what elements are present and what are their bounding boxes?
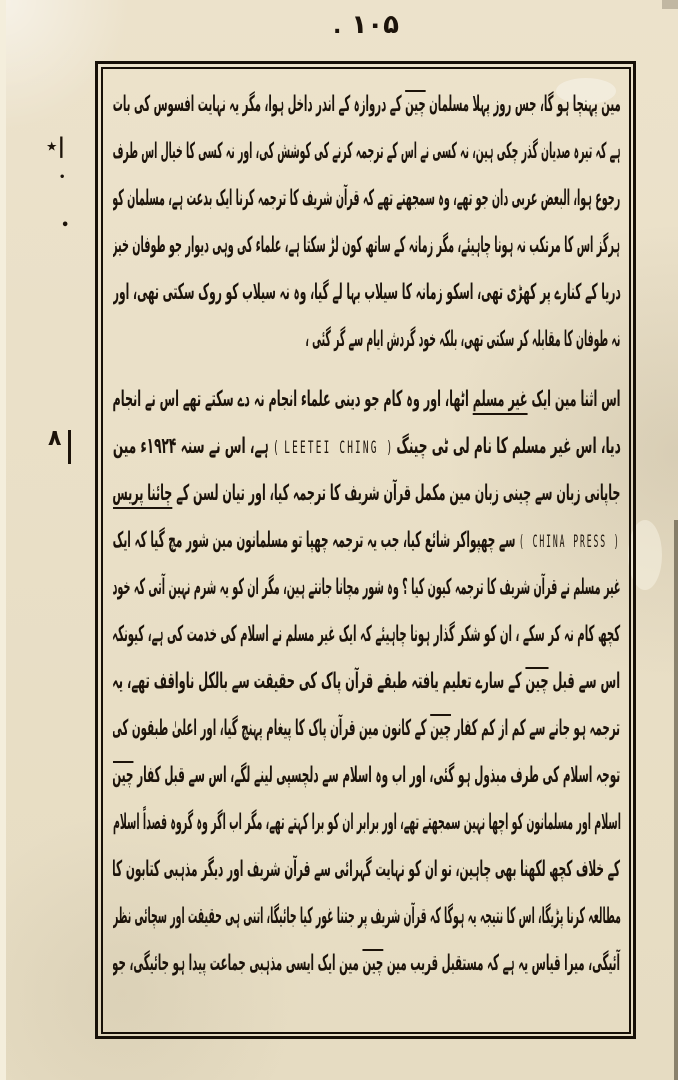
margin-dot: • — [61, 218, 70, 233]
text-segment: اس اثنا مین ایک — [527, 386, 621, 412]
text-segment: چین — [112, 762, 134, 788]
text-segment: چین — [362, 950, 384, 976]
text-segment: کے خلاف کچھ لکھنا بھی چاہین، تو ان کو نہایت گہرائی سے قرآن شریف اور دیگر مذہبی کتابون کا — [112, 856, 621, 882]
text-segment: ہے کہ تیرہ صدیان گذر چکی ہین، نہ کسی نے اس کے ترجمہ کرنے کی کوشش کی، اور نہ کسی کا خیال اس طرف — [112, 138, 621, 164]
text-segment: دیا، اس غیر مسلم کا نام لی ٹی چینگ — [391, 433, 621, 459]
scan-edge-left — [0, 0, 6, 1080]
text-segment: اس سے قبل — [548, 668, 621, 694]
text-segment: جاپانی زبان سے چینی زبان مین مکمل قرآن شریف کا ترجمہ کیا، اور تیان لسن کے — [172, 480, 621, 506]
text-line — [113, 611, 621, 658]
page-number-dot: . — [333, 14, 342, 39]
text-line — [113, 517, 621, 564]
text-line — [113, 893, 621, 940]
text-line — [113, 316, 621, 363]
scan-edge-right — [674, 520, 678, 1080]
text-segment: ہے، اس نے سنہ ۱۹۲۴ء مین — [112, 433, 273, 459]
body-text — [113, 81, 621, 1022]
text-segment: اٹھا، اور وہ کام جو دینی علماء انجام نہ دے سکتے تھے اس نے انجام — [112, 386, 473, 412]
text-segment: کے کانون مین قرآن پاک کا پیغام پہنچ گیا، اور اعلیٰ طبقون کی — [112, 715, 431, 741]
page-number-value: ۱۰۵ — [351, 10, 399, 40]
text-line — [113, 81, 621, 128]
paragraph — [113, 376, 621, 987]
text-line — [113, 128, 621, 175]
text-line — [113, 658, 621, 705]
margin-dot: • — [59, 172, 66, 183]
page-border-frame-inner — [101, 67, 631, 1034]
text-line — [113, 940, 621, 987]
latin-text: ( LEETEI CHING ) — [272, 437, 392, 458]
text-segment: کے دروازہ کے اندر داخل ہوا، مگر یہ نہایت افسوس کی بات — [112, 91, 405, 117]
margin-mark: ٭| — [46, 134, 66, 158]
text-segment: کچھ کام نہ کر سکے ، ان کو شکر گذار ہونا چاہیئے کہ ایک غیر مسلم نے اسلام کی خدمت کی ہے، کیونکہ — [112, 621, 621, 647]
text-segment: چائنا پریس — [112, 480, 173, 506]
text-segment: چین — [525, 668, 549, 694]
text-segment: غیر مسلم — [472, 386, 528, 412]
text-line — [113, 376, 621, 423]
text-segment: مطالعہ کرنا پڑیگا، اس کا نتیجہ یہ ہوگا کہ قرآن شریف پر جتنا غور کیا جائیگا، اتنی ہی حقیقت اور سچائی نظر — [112, 903, 621, 929]
text-segment: غیر مسلم نے قرآن شریف کا ترجمہ کیون کیا ؟ وہ شور مچانا جانتے ہین، مگر ان کو یہ شرم نہین آتی کہ خود — [112, 574, 621, 600]
text-line — [113, 222, 621, 269]
page-number — [95, 10, 637, 40]
text-segment: چین — [404, 91, 426, 117]
text-segment: کے سارے تعلیم یافتہ طبقے قرآن پاک کی حقیقت سے بالکل ناواقف تھے، یہ — [112, 668, 526, 694]
text-segment: ترجمہ ہو جانے سے کم از کم کفار — [451, 715, 621, 741]
paragraph — [113, 81, 621, 363]
text-line — [113, 470, 621, 517]
page-border-frame — [95, 61, 636, 1039]
text-segment: رجوع ہوا، البعض عربی دان جو تھے، وہ سمجھتے تھے کہ قرآن شریف کا ترجمہ کرنا ایک بدعت ہے، مسلمان کو — [112, 185, 621, 211]
text-segment: چین — [430, 715, 452, 741]
text-segment: آئیگی، میرا قیاس یہ ہے کہ مستقبل قریب مین — [383, 950, 621, 976]
text-line — [113, 799, 621, 846]
text-segment: ہرگز اس کا مرتکب نہ ہونا چاہیئے، مگر زمانہ کے ساتھ کون لڑ سکتا ہے، علماء کی وہی دیوار جو طوفان خیز — [112, 232, 621, 258]
scan-corner-shadow — [662, 0, 678, 9]
text-line — [113, 564, 621, 611]
text-segment: سے چھپواکر شائع کیا، جب یہ ترجمہ چھپا تو مسلمانون مین شور مچ گیا کہ ایک — [112, 527, 519, 553]
text-segment: اسلام اور مسلمانون کو اچھا نہین سمجھتے تھے، اور برابر ان کو برا کہتے تھے، مگر اب اگر وہ گروہ قصداً اسلام — [112, 809, 621, 835]
text-segment: توجہ اسلام کی طرف مبذول ہو گئی، اور اب وہ اسلام سے دلچسپی لینے لگے، اس سے قبل کفار — [133, 762, 621, 788]
text-line — [113, 175, 621, 222]
text-segment: مین پہنچا ہو گا، جس روز پہلا مسلمان — [425, 91, 621, 117]
text-line — [113, 752, 621, 799]
text-segment: نہ طوفان کا مقابلہ کر سکتی تھی، بلکہ خود گردش ایام سے گر گئی ، — [305, 326, 621, 352]
text-line — [113, 705, 621, 752]
text-line — [113, 269, 621, 316]
text-segment: مین ایک ایسی مذہبی جماعت پیدا ہو جائیگی، جو — [112, 950, 363, 976]
text-segment: دریا کے کنارے پر کھڑی تھی، اسکو زمانہ کا سیلاب بہا لے گیا، وہ نہ سیلاب کو روک سکتی تھی، اور — [112, 279, 621, 305]
latin-text: ( CHINA PRESS ) — [518, 531, 621, 552]
margin-mark: ۸ — [48, 426, 62, 451]
text-line — [113, 423, 621, 470]
text-line — [113, 846, 621, 893]
